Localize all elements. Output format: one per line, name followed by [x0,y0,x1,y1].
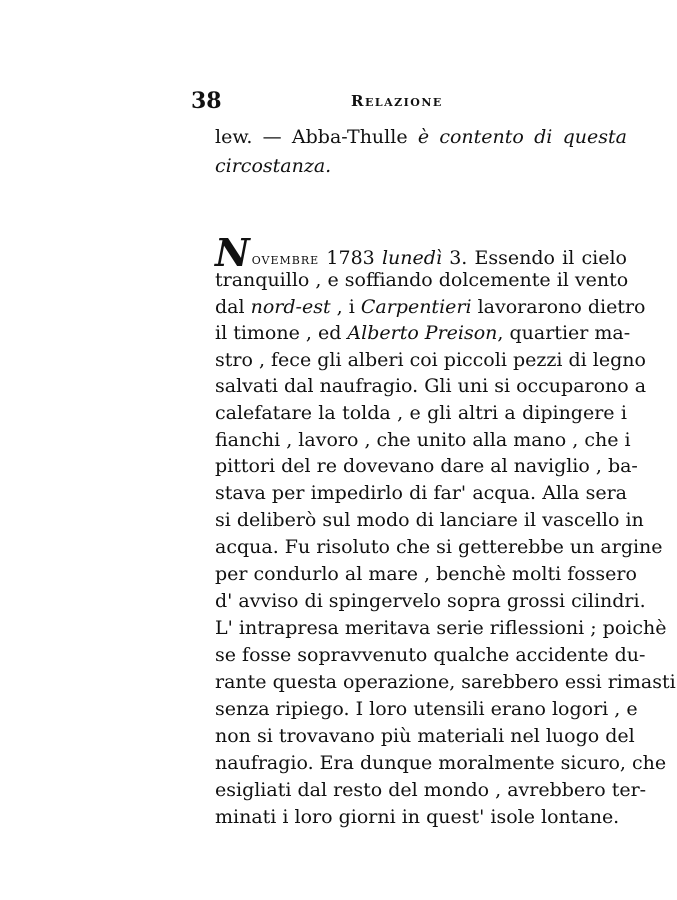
page-number: 38 [191,88,222,114]
paragraph-opening-line: Novembre 1783 lunedì 3. Essendo il cielo [215,230,627,275]
text-line: lew. — Abba-Thulle è contento di questa [215,126,627,148]
text-line: naufragio. Era dunque moralmente sicuro, che [215,752,667,774]
text-line: circostanza. [215,155,332,177]
text-line: rante questa operazione, sarebbero essi rimasti [215,671,676,693]
text-line: d' avviso di spingervelo sopra grossi cilindri. [215,590,646,612]
text-line: si deliberò sul modo di lanciare il vascello in [215,509,644,531]
text-line: esigliati dal resto del mondo , avrebbero ter- [215,779,647,801]
drop-cap: N [215,230,250,275]
text-line: stava per impedirlo di far' acqua. Alla sera [215,482,627,504]
text-line: minati i loro giorni in quest' isole lontane. [215,806,620,828]
running-header: Relazione [351,92,443,110]
text-line: acqua. Fu risoluto che si getterebbe un argine [215,536,663,558]
text-line: per condurlo al mare , benchè molti fossero [215,563,637,585]
text-line: il timone , ed Alberto Preison, quartier ma- [215,322,631,344]
text-line: fianchi , lavoro , che unito alla mano , che i [215,429,631,451]
text-line: senza ripiego. I loro utensili erano logori , e [215,698,638,720]
text-line: L' intrapresa meritava serie riflessioni ; poichè [215,617,667,639]
text-line: se fosse sopravvenuto qualche accidente du- [215,644,646,666]
text-line: dal nord-est , i Carpentieri lavorarono dietro [215,296,646,318]
text-line: pittori del re dovevano dare al naviglio , ba- [215,455,638,477]
text-line: calefatare la tolda , e gli altri a dipingere i [215,402,627,424]
text-line: tranquillo , e soffiando dolcemente il vento [215,269,629,291]
text-line: stro , fece gli alberi coi piccoli pezzi di legno [215,349,646,371]
text-line: salvati dal naufragio. Gli uni si occuparono a [215,375,647,397]
text-line: non si trovavano più materiali nel luogo del [215,725,635,747]
